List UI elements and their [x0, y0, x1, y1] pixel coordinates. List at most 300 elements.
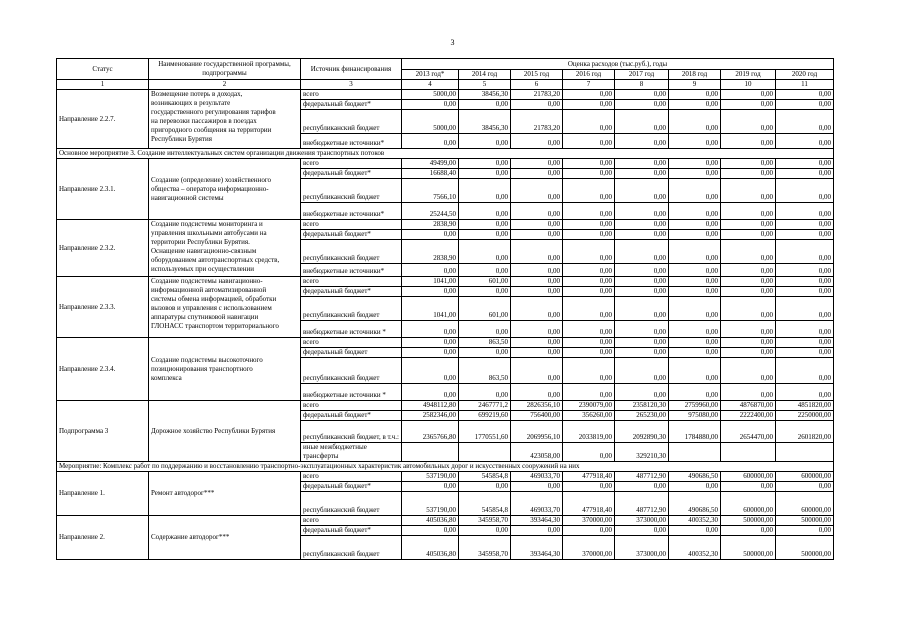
value-cell: 2838,90: [402, 240, 459, 264]
value-cell: 0,00: [669, 358, 721, 384]
value-cell: 0,00: [563, 338, 615, 348]
value-cell: 0,00: [615, 384, 669, 401]
value-cell: 0,00: [776, 100, 834, 110]
value-cell: 0,00: [721, 287, 776, 297]
value-cell: 2033819,00: [563, 421, 615, 443]
value-cell: 0,00: [511, 169, 563, 179]
table-row: [57, 159, 834, 169]
value-cell: 0,00: [776, 203, 834, 220]
funding-source: республиканский бюджет: [301, 110, 402, 134]
value-cell: 0,00: [511, 287, 563, 297]
value-cell: 0,00: [721, 482, 776, 492]
funding-source: республиканский бюджет: [301, 179, 402, 203]
value-cell: 863,50: [459, 338, 511, 348]
value-cell: 370000,00: [563, 536, 615, 560]
column-index: 3: [301, 80, 402, 90]
funding-source: республиканский бюджет: [301, 536, 402, 560]
funding-source: внебюджетные источники*: [301, 134, 402, 149]
value-cell: 0,00: [669, 134, 721, 149]
value-cell: 0,00: [721, 240, 776, 264]
value-cell: 0,00: [459, 179, 511, 203]
value-cell: 0,00: [721, 169, 776, 179]
value-cell: 0,00: [669, 384, 721, 401]
value-cell: 0,00: [776, 338, 834, 348]
value-cell: 0,00: [459, 203, 511, 220]
value-cell: 0,00: [669, 240, 721, 264]
value-cell: 0,00: [776, 277, 834, 287]
value-cell: 370000,00: [563, 516, 615, 526]
value-cell: 0,00: [511, 338, 563, 348]
value-cell: 0,00: [402, 482, 459, 492]
value-cell: 1041,00: [402, 277, 459, 287]
value-cell: 537190,00: [402, 492, 459, 516]
value-cell: 2582346,00: [402, 411, 459, 421]
value-cell: 0,00: [615, 90, 669, 100]
value-cell: 265230,00: [615, 411, 669, 421]
value-cell: 0,00: [669, 338, 721, 348]
value-cell: 545854,8: [459, 472, 511, 482]
value-cell: 0,00: [459, 100, 511, 110]
value-cell: [721, 443, 776, 462]
table-row: [57, 472, 834, 482]
funding-source: федеральный бюджет: [301, 348, 402, 358]
value-cell: 0,00: [721, 110, 776, 134]
value-cell: 2654470,00: [721, 421, 776, 443]
value-cell: 0,00: [615, 338, 669, 348]
value-cell: 0,00: [402, 338, 459, 348]
row-status: Направление 1.: [57, 472, 149, 516]
value-cell: 2759960,00: [669, 401, 721, 411]
table-row: [57, 401, 834, 411]
row-status: Направление 2.: [57, 516, 149, 560]
value-cell: 0,00: [511, 159, 563, 169]
value-cell: 0,00: [563, 110, 615, 134]
value-cell: 0,00: [563, 134, 615, 149]
column-index: 10: [721, 80, 776, 90]
funding-source: федеральный бюджет*: [301, 230, 402, 240]
column-index: 4: [402, 80, 459, 90]
value-cell: 0,00: [669, 526, 721, 536]
value-cell: 423058,00: [511, 443, 563, 462]
value-cell: 0,00: [615, 169, 669, 179]
value-cell: 0,00: [563, 443, 615, 462]
value-cell: 0,00: [669, 203, 721, 220]
value-cell: 0,00: [511, 384, 563, 401]
value-cell: 0,00: [669, 220, 721, 230]
value-cell: 0,00: [615, 264, 669, 277]
value-cell: 0,00: [776, 348, 834, 358]
value-cell: 0,00: [721, 358, 776, 384]
value-cell: 0,00: [459, 240, 511, 264]
value-cell: 0,00: [402, 134, 459, 149]
column-index: 9: [669, 80, 721, 90]
section-title: Основное мероприятие 3. Создание интеллектуальных систем организации движения транспортных потоков: [57, 149, 834, 159]
value-cell: 7566,10: [402, 179, 459, 203]
row-name: Дорожное хозяйство Республики Бурятия: [149, 401, 301, 462]
header-year: 2014 год: [459, 70, 511, 80]
value-cell: 0,00: [511, 134, 563, 149]
row-name: Возмещение потерь в доходах, возникающих в результате государственного регулирования тарифов на перевозки пассажиров в поездах пригородного сообщения на территории Республики Бурятия: [149, 90, 301, 149]
row-name: Содержание автодорог***: [149, 516, 301, 560]
value-cell: 0,00: [669, 90, 721, 100]
funding-source: всего: [301, 159, 402, 169]
value-cell: 0,00: [563, 287, 615, 297]
row-status: Направление 2.3.2.: [57, 220, 149, 277]
value-cell: 2222400,00: [721, 411, 776, 421]
value-cell: 0,00: [511, 358, 563, 384]
value-cell: 0,00: [459, 220, 511, 230]
value-cell: 0,00: [669, 264, 721, 277]
value-cell: 0,00: [721, 134, 776, 149]
funding-source: всего: [301, 472, 402, 482]
header-year: 2019 год: [721, 70, 776, 80]
value-cell: 373000,00: [615, 536, 669, 560]
value-cell: 0,00: [615, 277, 669, 287]
funding-source: всего: [301, 401, 402, 411]
value-cell: 0,00: [563, 230, 615, 240]
value-cell: 0,00: [615, 110, 669, 134]
value-cell: 1041,00: [402, 297, 459, 321]
section-row: [57, 149, 834, 159]
funding-source: внебюджетные источники*: [301, 203, 402, 220]
value-cell: 2092890,30: [615, 421, 669, 443]
header-year: 2020 год: [776, 70, 834, 80]
value-cell: 600000,00: [721, 492, 776, 516]
value-cell: 487712,90: [615, 472, 669, 482]
value-cell: 2601820,00: [776, 421, 834, 443]
value-cell: 4948112,80: [402, 401, 459, 411]
value-cell: 0,00: [563, 203, 615, 220]
value-cell: 487712,90: [615, 492, 669, 516]
value-cell: 490686,50: [669, 472, 721, 482]
value-cell: 0,00: [563, 179, 615, 203]
value-cell: 38456,30: [459, 110, 511, 134]
value-cell: 0,00: [776, 169, 834, 179]
header-year: 2016 год: [563, 70, 615, 80]
header-name: Наименование государственной программы, подпрограммы: [149, 59, 301, 80]
value-cell: 0,00: [669, 297, 721, 321]
value-cell: 0,00: [402, 264, 459, 277]
value-cell: 0,00: [721, 230, 776, 240]
value-cell: 0,00: [669, 110, 721, 134]
value-cell: 0,00: [459, 384, 511, 401]
row-name: Создание (определение) хозяйственного общества – оператора информационно- навигационной системы: [149, 159, 301, 220]
value-cell: 0,00: [776, 134, 834, 149]
header-year: 2018 год: [669, 70, 721, 80]
value-cell: 0,00: [615, 220, 669, 230]
funding-source: республиканский бюджет, в т.ч.:: [301, 421, 402, 443]
value-cell: 0,00: [721, 264, 776, 277]
value-cell: 0,00: [511, 240, 563, 264]
value-cell: 0,00: [459, 482, 511, 492]
value-cell: 601,00: [459, 277, 511, 287]
value-cell: 0,00: [402, 384, 459, 401]
funding-source: федеральный бюджет*: [301, 411, 402, 421]
funding-source: всего: [301, 516, 402, 526]
funding-source: всего: [301, 338, 402, 348]
value-cell: 0,00: [459, 321, 511, 338]
funding-source: федеральный бюджет*: [301, 169, 402, 179]
value-cell: 863,50: [459, 358, 511, 384]
value-cell: 0,00: [776, 90, 834, 100]
value-cell: 0,00: [721, 220, 776, 230]
value-cell: 2250000,00: [776, 411, 834, 421]
section-title: Мероприятие: Комплекс работ по поддержанию и восстановлению транспортно-эксплуатационных характеристик автомобильных дорог и искусственных сооружений на них: [57, 462, 834, 472]
value-cell: 0,00: [402, 100, 459, 110]
value-cell: 0,00: [563, 90, 615, 100]
value-cell: 0,00: [776, 220, 834, 230]
value-cell: 2365766,80: [402, 421, 459, 443]
value-cell: 0,00: [563, 240, 615, 264]
header-estimate: Оценка расходов (тыс.руб.), годы: [402, 59, 834, 70]
row-status: Подпрограмма 3: [57, 401, 149, 462]
value-cell: 0,00: [669, 321, 721, 338]
value-cell: 0,00: [459, 159, 511, 169]
value-cell: 600000,00: [721, 472, 776, 482]
value-cell: 0,00: [721, 159, 776, 169]
value-cell: 0,00: [511, 348, 563, 358]
value-cell: 0,00: [669, 287, 721, 297]
value-cell: 0,00: [721, 203, 776, 220]
value-cell: 0,00: [511, 264, 563, 277]
value-cell: 0,00: [615, 240, 669, 264]
value-cell: 500000,00: [721, 536, 776, 560]
value-cell: 537190,00: [402, 472, 459, 482]
funding-source: федеральный бюджет*: [301, 287, 402, 297]
value-cell: 0,00: [721, 526, 776, 536]
value-cell: 477918,40: [563, 472, 615, 482]
budget-table: [56, 58, 834, 560]
value-cell: 469033,70: [511, 492, 563, 516]
value-cell: 2467771,2: [459, 401, 511, 411]
row-name: Создание подсистемы мониторинга и управления школьными автобусами на территории Республики Бурятия. Оснащение навигационно-связным оборудованием автотранспортных средств, используемых при осуществлении: [149, 220, 301, 277]
value-cell: 0,00: [776, 321, 834, 338]
value-cell: 0,00: [511, 321, 563, 338]
value-cell: 0,00: [776, 482, 834, 492]
value-cell: 0,00: [721, 384, 776, 401]
value-cell: [459, 443, 511, 462]
value-cell: 25244,50: [402, 203, 459, 220]
value-cell: 4876870,00: [721, 401, 776, 411]
value-cell: 0,00: [511, 220, 563, 230]
value-cell: 0,00: [563, 220, 615, 230]
table-body: [57, 90, 834, 560]
value-cell: 0,00: [511, 482, 563, 492]
value-cell: 2826356,10: [511, 401, 563, 411]
funding-source: республиканский бюджет: [301, 297, 402, 321]
value-cell: 600000,00: [776, 472, 834, 482]
header-year: 2015 год: [511, 70, 563, 80]
value-cell: 545854,8: [459, 492, 511, 516]
value-cell: 2069956,10: [511, 421, 563, 443]
value-cell: 0,00: [459, 264, 511, 277]
value-cell: 0,00: [615, 203, 669, 220]
value-cell: 0,00: [563, 348, 615, 358]
value-cell: 0,00: [669, 348, 721, 358]
row-name: Создание подсистемы навигационно- информационной автоматизированной системы обмена информацией, обработки вызовов и управления с использованием аппаратуры спутниковой навигации ГЛОНАСС транспортом территориального: [149, 277, 301, 338]
value-cell: 0,00: [511, 297, 563, 321]
value-cell: 0,00: [776, 179, 834, 203]
value-cell: 0,00: [615, 321, 669, 338]
value-cell: 0,00: [563, 321, 615, 338]
page-number: 3: [450, 38, 455, 47]
value-cell: 0,00: [511, 277, 563, 287]
value-cell: 0,00: [776, 287, 834, 297]
value-cell: 345958,70: [459, 536, 511, 560]
value-cell: 0,00: [721, 297, 776, 321]
value-cell: 0,00: [721, 321, 776, 338]
value-cell: [669, 443, 721, 462]
table-row: [57, 90, 834, 100]
column-index: 6: [511, 80, 563, 90]
value-cell: 490686,50: [669, 492, 721, 516]
value-cell: 0,00: [563, 264, 615, 277]
row-status: Направление 2.3.3.: [57, 277, 149, 338]
value-cell: 477918,40: [563, 492, 615, 516]
value-cell: 0,00: [563, 358, 615, 384]
value-cell: 0,00: [615, 297, 669, 321]
value-cell: 0,00: [615, 348, 669, 358]
column-index: 7: [563, 80, 615, 90]
value-cell: 345958,70: [459, 516, 511, 526]
value-cell: 0,00: [615, 179, 669, 203]
section-row: [57, 462, 834, 472]
value-cell: 0,00: [459, 169, 511, 179]
value-cell: 0,00: [776, 110, 834, 134]
row-status: Направление 2.3.1.: [57, 159, 149, 220]
value-cell: 0,00: [459, 526, 511, 536]
funding-source: всего: [301, 90, 402, 100]
funding-source: федеральный бюджет*: [301, 526, 402, 536]
funding-source: республиканский бюджет: [301, 492, 402, 516]
header-year: 2017 год: [615, 70, 669, 80]
value-cell: 0,00: [563, 169, 615, 179]
value-cell: 0,00: [776, 159, 834, 169]
value-cell: 0,00: [402, 526, 459, 536]
column-index: 2: [149, 80, 301, 90]
value-cell: 0,00: [776, 384, 834, 401]
value-cell: 0,00: [669, 179, 721, 203]
value-cell: 405036,80: [402, 516, 459, 526]
header-status: Статус: [57, 59, 149, 80]
value-cell: 975080,00: [669, 411, 721, 421]
table-row: [57, 516, 834, 526]
funding-source: внебюджетные источники*: [301, 264, 402, 277]
funding-source: внебюджетные источники *: [301, 384, 402, 401]
value-cell: 0,00: [459, 134, 511, 149]
value-cell: 0,00: [721, 277, 776, 287]
value-cell: 0,00: [669, 159, 721, 169]
value-cell: 0,00: [563, 526, 615, 536]
value-cell: 0,00: [615, 134, 669, 149]
value-cell: 0,00: [721, 179, 776, 203]
value-cell: 0,00: [615, 526, 669, 536]
column-index: 8: [615, 80, 669, 90]
value-cell: 5000,00: [402, 90, 459, 100]
funding-source: всего: [301, 277, 402, 287]
value-cell: 0,00: [402, 358, 459, 384]
value-cell: 0,00: [563, 482, 615, 492]
value-cell: 0,00: [776, 526, 834, 536]
column-index: 1: [57, 80, 149, 90]
header-year: 2013 год*: [402, 70, 459, 80]
value-cell: 0,00: [615, 159, 669, 169]
value-cell: 38456,30: [459, 90, 511, 100]
value-cell: 0,00: [459, 230, 511, 240]
value-cell: 0,00: [615, 230, 669, 240]
value-cell: 0,00: [721, 348, 776, 358]
value-cell: 0,00: [721, 100, 776, 110]
column-index: 11: [776, 80, 834, 90]
value-cell: 2390079,00: [563, 401, 615, 411]
value-cell: 0,00: [511, 203, 563, 220]
header-source: Источник финансирования: [301, 59, 402, 80]
row-status: Направление 2.2.7.: [57, 90, 149, 149]
value-cell: 1784880,00: [669, 421, 721, 443]
value-cell: 0,00: [563, 277, 615, 287]
value-cell: 0,00: [402, 348, 459, 358]
value-cell: 0,00: [563, 384, 615, 401]
value-cell: 400352,30: [669, 516, 721, 526]
value-cell: 16688,40: [402, 169, 459, 179]
value-cell: 601,00: [459, 297, 511, 321]
funding-source: внебюджетные источники *: [301, 321, 402, 338]
value-cell: 500000,00: [776, 536, 834, 560]
row-name: Ремонт автодорог***: [149, 472, 301, 516]
value-cell: 0,00: [776, 358, 834, 384]
table-row: [57, 220, 834, 230]
value-cell: 0,00: [669, 277, 721, 287]
row-name: Создание подсистемы высокоточного позиционирования транспортного комплекса: [149, 338, 301, 401]
value-cell: 49499,00: [402, 159, 459, 169]
value-cell: 0,00: [776, 240, 834, 264]
value-cell: 0,00: [563, 297, 615, 321]
value-cell: 329210,30: [615, 443, 669, 462]
value-cell: 0,00: [776, 264, 834, 277]
funding-source: республиканский бюджет: [301, 240, 402, 264]
funding-source: федеральный бюджет*: [301, 482, 402, 492]
value-cell: 0,00: [669, 482, 721, 492]
value-cell: 400352,30: [669, 536, 721, 560]
value-cell: 2358120,30: [615, 401, 669, 411]
value-cell: 0,00: [511, 526, 563, 536]
funding-source: всего: [301, 220, 402, 230]
value-cell: [402, 443, 459, 462]
value-cell: 0,00: [721, 90, 776, 100]
value-cell: 356260,00: [563, 411, 615, 421]
value-cell: 393464,30: [511, 536, 563, 560]
value-cell: 5000,00: [402, 110, 459, 134]
value-cell: 0,00: [615, 287, 669, 297]
value-cell: 0,00: [563, 159, 615, 169]
value-cell: 469033,70: [511, 472, 563, 482]
value-cell: 0,00: [402, 287, 459, 297]
value-cell: 2838,90: [402, 220, 459, 230]
value-cell: 0,00: [669, 100, 721, 110]
value-cell: 0,00: [776, 230, 834, 240]
value-cell: 0,00: [511, 179, 563, 203]
value-cell: 4851820,00: [776, 401, 834, 411]
value-cell: 0,00: [615, 100, 669, 110]
value-cell: 0,00: [511, 230, 563, 240]
funding-source: федеральный бюджет*: [301, 100, 402, 110]
value-cell: 0,00: [721, 338, 776, 348]
funding-source: иные межбюджетные трансферты: [301, 443, 402, 462]
value-cell: [776, 443, 834, 462]
value-cell: 1770551,60: [459, 421, 511, 443]
value-cell: 21783,20: [511, 110, 563, 134]
value-cell: 699219,60: [459, 411, 511, 421]
